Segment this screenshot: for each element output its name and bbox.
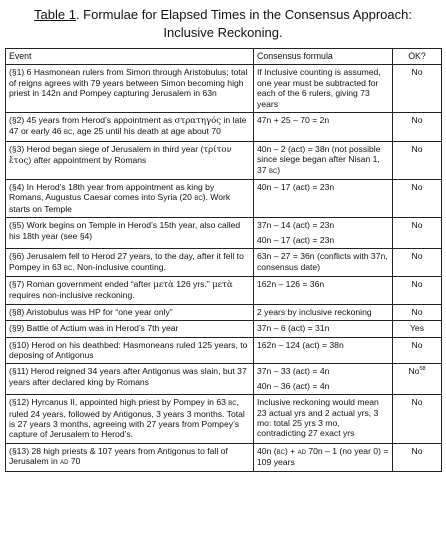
formula-text: 40n – 2 (act) = 38n (not possible since siege began after Nisan 1, 37 [257,143,381,175]
event-text: (§13) 28 high priests & 107 years from Antigonus to fall of Jerusalem in [9,445,228,467]
table-label: Table 1 [34,7,76,22]
header-formula: Consensus formula [254,49,393,65]
formula-cell: Inclusive reckoning would mean 23 actual yrs and 2 actual yrs, 3 mo: total 25 yrs 3 mo, contradicting 27 exact yrs [254,395,393,444]
event-cell [6,395,254,444]
formula-cell: 162n – 124 (act) = 38n [254,337,393,364]
event-cell: (§8) Aristobulus was HP for “one year only” [6,304,254,320]
event-text: (§3) Herod began siege of Jerusalem in third year ( [9,143,204,154]
formula-line: 37n – 33 (act) = 4n [257,366,330,377]
formula-cell: If Inclusive counting is assumed, one year must be subtracted for each of the 6 rulers, giving 73 years [254,65,393,113]
event-cell: (§9) Battle of Actium was in Herod’s 7th year [6,321,254,337]
event-text: , age 25 until his death at age about 70 [72,126,221,137]
event-text: ) after appointment by Romans [28,155,147,166]
event-cell: (§11) Herod reigned 34 years after Antigonus was slain, but 37 years after declared king by Romans [6,364,254,395]
ok-value: No [408,366,420,377]
event-text: (§2) 45 years from Herod’s appointment as [9,115,175,126]
caption-line-2: Inclusive Reckoning. [163,25,283,40]
ok-cell: No [393,395,442,444]
ok-cell: No [393,218,442,249]
event-text: , ruled 24 years, followed by Antigonus, 3 years 3 months. Total is 27 years 3 months, agreeing with 27 years from Pompey’s capture of Jerusalem to Herod’s. [9,397,245,440]
ok-cell: No [393,443,442,471]
era-label: ad [60,457,69,467]
table-caption [5,6,441,42]
table-row [6,321,442,337]
era-label: bc [228,398,237,408]
greek-term: τρίτον ἔτος [9,144,232,167]
header-event: Event [6,49,254,65]
ok-cell: No [393,304,442,320]
formula-cell [254,364,393,395]
greek-term: στρατηγός [174,116,222,127]
event-text: ). Work starts on Temple [9,192,231,214]
formulae-table [5,48,442,472]
header-ok: OK? [393,49,442,65]
event-cell [6,276,254,304]
era-label: bc [63,262,73,272]
table-row [6,249,442,277]
event-text: requires non-inclusive reckoning. [9,290,135,301]
greek-term: μετὰ [212,279,233,290]
event-cell [6,443,254,471]
event-cell [6,249,254,277]
ok-cell: Yes [393,321,442,337]
table-row [6,364,442,395]
table-row [6,113,442,142]
table-row [6,218,442,249]
event-cell: (§1) 6 Hasmonean rulers from Simon through Aristobulus; total of reigns agrees with 79 years between Simon becoming high priest in 142n and Pompey capturing Jerusalem in 63n [6,65,254,113]
caption-line-1 [5,6,441,24]
era-label: ad [297,446,306,456]
formula-cell [254,141,393,179]
table-row [6,180,442,218]
formula-text: 40n ( [257,445,277,456]
table-row [6,304,442,320]
formula-cell: 162n – 126 = 36n [254,276,393,304]
greek-term: μετὰ [153,279,174,290]
event-text: . Non-inclusive counting. [72,261,166,272]
formula-text: 70n – 1 (no year 0) = 109 years [257,445,389,468]
formula-cell: 37n – 6 (act) = 31n [254,321,393,337]
formula-text: ) [277,164,281,175]
ok-cell: No [393,113,442,142]
event-cell: (§5) Work begins on Temple in Herod’s 15th year, also called his 18th year (see §4) [6,218,254,249]
formula-line: 37n – 14 (act) = 23n [257,220,335,231]
event-text: (§4) In Herod’s 18th year from appointment as king by Romans, Augustus Caesar comes into Syria (20 [9,182,215,203]
ok-cell: No [393,180,442,218]
event-text: 126 yrs.” [173,278,213,289]
ok-cell: No [393,276,442,304]
era-label: bc [276,446,285,456]
event-text: (§7) Roman government ended “after [9,278,154,289]
table-row [6,337,442,364]
table-row [6,395,442,444]
ok-cell: No [393,249,442,277]
event-text: in late 47 or early 46 [9,115,247,137]
era-label: bc [268,165,278,175]
formula-cell: 63n – 27 = 36n (conflicts with 37n, consensus date) [254,249,393,277]
formula-line: 40n – 17 (act) = 23n [257,234,335,245]
ok-cell: No [393,65,442,113]
era-label: bc [194,193,203,203]
ok-cell [393,364,442,395]
era-label: bc [63,127,73,137]
event-cell [6,113,254,142]
formula-text: ) + [284,445,298,456]
event-cell: (§10) Herod on his deathbed: Hasmoneans ruled 125 years, to deposing of Antigonus [6,337,254,364]
ok-cell: No [393,141,442,179]
formula-cell [254,218,393,249]
caption-title: . Formulae for Elapsed Times in the Consensus Approach: [75,7,412,22]
formula-cell: 47n + 25 – 70 = 2n [254,113,393,142]
ok-cell: No [393,337,442,364]
formula-cell: 40n – 17 (act) = 23n [254,180,393,218]
table-row [6,276,442,304]
formula-line: 40n – 36 (act) = 4n [257,380,330,391]
event-cell [6,180,254,218]
footnote-ref: 58 [419,366,426,373]
event-text: 70 [68,456,81,467]
formula-cell: 2 years by inclusive reckoning [254,304,393,320]
table-row [6,443,442,471]
formula-cell [254,443,393,471]
event-text: (§12) Hyrcanus II, appointed high priest by Pompey in 63 [9,397,229,408]
event-text: (§6) Jerusalem fell to Herod 27 years, to the day, after it fell to Pompey in 63 [9,251,244,272]
header-row [6,49,442,65]
table-row [6,141,442,179]
table-row [6,65,442,113]
event-cell [6,141,254,179]
